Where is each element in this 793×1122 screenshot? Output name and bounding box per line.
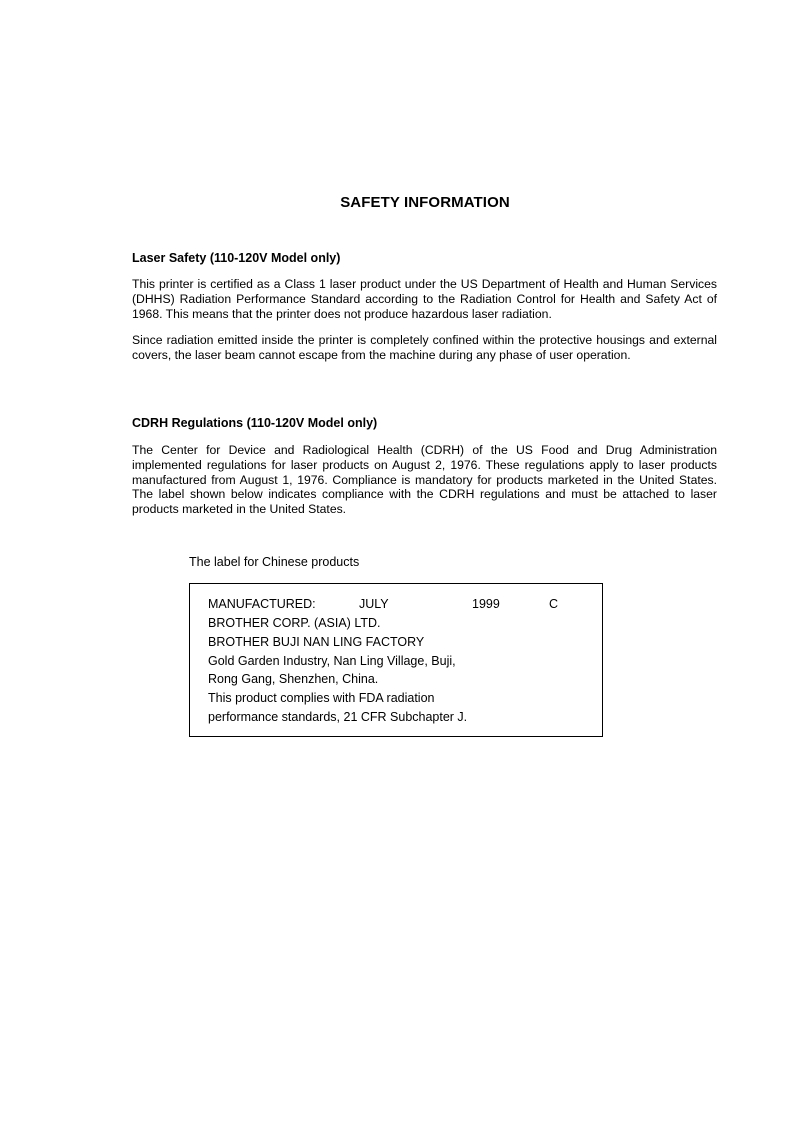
compliance-label-box bbox=[189, 583, 603, 737]
cdrh-regulations-heading: CDRH Regulations (110-120V Model only) bbox=[132, 416, 378, 430]
manufactured-year: 1999 bbox=[472, 597, 500, 611]
label-line-address-2: Rong Gang, Shenzhen, China. bbox=[208, 672, 379, 686]
label-line-compliance-2: performance standards, 21 CFR Subchapter J. bbox=[208, 710, 468, 724]
cdrh-regulations-paragraph: The Center for Device and Radiological Health (CDRH) of the US Food and Drug Administration implemented regulations for laser products on August 2, 1976. These regulations apply to laser products manufactured from August 1, 1976. Compliance is mandatory for products marketed in the United States. The label shown below indicates compliance with the CDRH regulations and must be attached to laser products marketed in the United States. bbox=[132, 443, 717, 517]
laser-safety-paragraph-1: This printer is certified as a Class 1 laser product under the US Department of Health and Human Services (DHHS) Radiation Performance Standard according to the Radiation Control for Health and Safety Act of 1968. This means that the printer does not produce hazardous laser radiation. bbox=[132, 277, 717, 321]
page-title: SAFETY INFORMATION bbox=[340, 194, 510, 211]
manufactured-label: MANUFACTURED: bbox=[208, 597, 316, 611]
laser-safety-paragraph-2: Since radiation emitted inside the printer is completely confined within the protective housings and external covers, the laser beam cannot escape from the machine during any phase of user operation. bbox=[132, 333, 717, 362]
label-line-company: BROTHER CORP. (ASIA) LTD. bbox=[208, 616, 381, 630]
label-line-factory: BROTHER BUJI NAN LING FACTORY bbox=[208, 635, 425, 649]
label-line-compliance-1: This product complies with FDA radiation bbox=[208, 691, 435, 705]
manufactured-code: C bbox=[549, 597, 559, 611]
label-line-address-1: Gold Garden Industry, Nan Ling Village, Buji, bbox=[208, 654, 456, 668]
laser-safety-heading: Laser Safety (110-120V Model only) bbox=[132, 251, 341, 265]
manufactured-month: JULY bbox=[359, 597, 389, 611]
label-caption: The label for Chinese products bbox=[189, 555, 360, 569]
